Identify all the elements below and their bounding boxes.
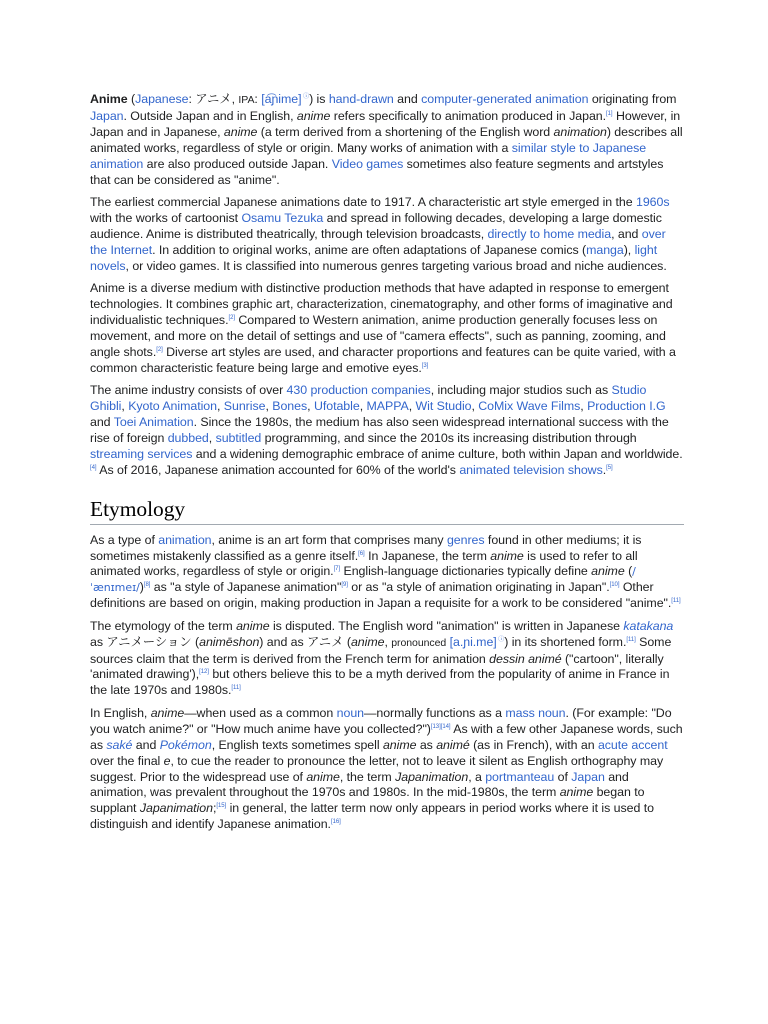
text-run: , a [468,769,486,784]
text-run: (a term derived from a shortening of the English word [257,124,554,139]
wiki-link[interactable]: Osamu Tezuka [241,210,324,225]
intro-paragraph-1 [90,92,684,188]
wiki-link[interactable]: Wit Studio [415,399,472,414]
citation-ref[interactable]: [5] [606,464,613,471]
text-run: —when used as a common [184,705,337,720]
text-run: anime [591,564,625,579]
text-run: ) describes all animated works, regardless of style or origin. Many works of animation with a [90,124,683,155]
wiki-link[interactable]: acute accent [597,737,668,752]
text-run: ), [623,242,635,257]
text-run: , [265,399,273,414]
text-run: , [408,399,416,414]
etymology-paragraph-1 [90,533,684,613]
text-run: , [216,399,224,414]
citation-ref[interactable]: [11] [626,636,636,643]
text-run: , to cue the reader to pronounce the letter, not to leave it silent as English orthography may suggest. Prior to the widespread use of [90,753,664,784]
wiki-link[interactable]: manga [586,242,624,257]
text-run: The earliest commercial Japanese animations date to 1917. A characteristic art style emerged in the [90,195,636,210]
intro-paragraph-4 [90,383,684,478]
text-run: In English, [90,705,151,720]
text-run: ( [624,564,633,579]
text-run: , [208,430,216,445]
citation-ref[interactable]: [2] [156,346,163,353]
text-run: ("cartoon", literally 'animated drawing'), [90,651,664,682]
text-run: dessin animé [489,651,562,666]
wiki-link[interactable]: Toei Animation [113,415,194,429]
wiki-link[interactable]: Studio Ghibli [90,383,647,414]
text-run: In Japanese, the term [364,548,491,563]
text-run: are also produced outside Japan. [143,156,332,171]
wiki-link[interactable]: similar style to Japanese animation [90,140,647,171]
text-run: , [359,399,367,414]
text-run: , [307,399,314,414]
wiki-link[interactable]: Sunrise [223,399,266,414]
text-run: —normally functions as a [364,705,506,720]
wiki-link[interactable]: Japan [90,108,124,123]
text-run: : アニメ, [188,92,239,106]
text-run: : [254,92,262,106]
section-heading-etymology: Etymology [90,496,684,525]
text-run: , [580,399,588,414]
text-run: Anime is a diverse medium with distinctive production methods that have adapted in response to emergent technologies. It combines graphic art, characterization, cinematography, and other forms of imaginative and individualistic techniques. [90,281,673,327]
text-run: ) [139,580,144,595]
citation-ref[interactable]: [16] [330,819,341,826]
citation-ref[interactable]: [13][14] [430,723,451,730]
text-run: Some sources claim that the term is derived from the French term for animation [90,634,672,666]
text-run: and [393,92,422,106]
text-run: in general, the latter term now only appears in period works where it is used to distinguish and identify Japanese animation. [90,801,654,832]
citation-ref[interactable]: [2] [228,314,235,321]
text-run: originating from [588,92,677,106]
text-run: is disputed. The English word "animation" is written in Japanese [269,618,624,633]
text-run: IPA [238,94,255,106]
text-run: ) and as アニメ ( [259,634,351,649]
text-run: anime [223,124,258,139]
wiki-link[interactable]: MAPPA [366,399,409,414]
text-run: anime [382,737,417,752]
wiki-link[interactable]: dubbed [167,430,209,445]
text-run: anime [559,785,594,800]
article-body [90,92,684,840]
citation-ref[interactable]: [12] [199,669,209,676]
text-run: Compared to Western animation, anime production generally focuses less on movement, and more on the detail of settings and use of "camera effects", such as panning, zooming, and angle shots. [90,312,666,359]
text-run: pronounced [391,636,447,649]
text-run: anime [350,634,385,649]
citation-ref[interactable]: [7] [333,566,341,573]
wiki-link[interactable]: Bones [272,399,308,414]
citation-ref[interactable]: [6] [358,550,365,557]
text-run: is used to refer to all animated works, regardless of style or origin. [90,548,638,579]
text-run: and [90,415,114,429]
citation-ref[interactable]: [11] [231,685,241,692]
citation-ref[interactable]: [3] [421,362,429,369]
text-run: animation [553,124,607,139]
text-run: sometimes also feature segments and artstyles that can be considered as "anime". [90,156,664,187]
citation-ref[interactable]: [9] [341,582,348,589]
wiki-link[interactable]: Ufotable [313,399,360,414]
text-run: Diverse art styles are used, and character proportions and features can be quite varied, with a common characteristic feature being large and emotive eyes. [90,344,676,375]
text-run: refers specifically to animation produced in Japan. [330,108,607,123]
text-run: , or video games. It is classified into numerous genres targeting various broad and niche audiences. [125,258,667,273]
text-run: anime [296,108,331,123]
text-run: English-language dictionaries typically define [340,564,592,579]
wiki-link[interactable]: Japan [571,769,605,784]
text-run: anime [490,548,524,563]
text-run: , anime is an art form that comprises many [211,532,447,547]
text-run: . Outside Japan and in English, [123,108,297,123]
wiki-link[interactable]: noun [336,705,365,720]
text-run: As of 2016, Japanese animation accounted for 60% of the world's [96,462,460,477]
etymology-paragraph-3 [90,706,684,833]
wiki-link[interactable]: [a͡ɲime] [261,92,302,106]
wiki-link[interactable]: /ˈænɪmeɪ/ [90,565,636,595]
text-run: ; [212,801,217,816]
wiki-link[interactable]: Production I.G [587,399,666,414]
wiki-link[interactable]: directly to home media [487,226,612,241]
wiki-link[interactable]: computer-generated animation [421,92,589,106]
text-run: and [132,737,160,752]
text-run: as "a style of Japanese animation" [150,580,342,595]
wiki-link[interactable]: mass noun [505,705,566,720]
text-run: However, in Japan and in Japanese, [90,108,681,139]
text-run: ( [127,92,136,106]
citation-ref[interactable]: [10] [609,582,620,589]
text-run: anime [150,705,185,720]
wiki-link[interactable]: hand-drawn [328,92,394,106]
text-run: ) in its shortened form. [504,634,627,649]
text-run: or as "a style of animation originating in Japan". [347,580,610,595]
text-run: and animation, was prevalent throughout the 1970s and 1980s. In the mid-1980s, the term [90,769,629,800]
text-run: animēshon [199,634,260,649]
text-run: anime [306,769,340,784]
text-run: As a type of [90,532,159,547]
citation-ref[interactable]: [4] [90,464,97,471]
text-run: and a widening demographic embrace of anime culture, both within Japan and worldwide. [192,446,683,461]
text-run: as アニメーション ( [90,634,200,649]
wiki-link[interactable]: 430 production companies [286,383,431,398]
text-run: e [163,753,171,768]
text-run: programming, and since the 2010s its increasing distribution through [261,430,637,445]
text-run: . In addition to original works, anime are often adaptations of Japanese comics ( [152,242,587,257]
citation-ref[interactable]: [8] [143,582,151,589]
wiki-link[interactable]: Pokémon [159,737,212,752]
text-run: As with a few other Japanese words, such as [90,721,683,752]
wiki-link[interactable]: over the Internet [90,226,666,257]
text-run: animé [436,737,470,752]
text-run: . (For example: "Do you watch anime?" or "How much anime have you collected?") [90,705,672,736]
text-run: over the final [90,753,164,768]
text-run: Japanimation [395,769,469,784]
text-run: ) is [309,92,329,106]
text-run: as [416,737,437,752]
text-run: but others believe this to be a myth derived from the popularity of anime in France in the late 1970s and 1980s. [90,667,670,698]
text-run: , including major studios such as [430,383,612,398]
wiki-link[interactable]: animation [158,532,212,547]
text-run: and spread in following decades, developing a large domestic audience. Anime is distributed theatrically, through television broadcasts, [90,210,662,241]
wiki-link[interactable]: saké [106,737,133,752]
wiki-link[interactable]: subtitled [215,430,262,445]
text-run: (as in French), with an [469,737,598,752]
wiki-link[interactable]: 1960s [635,195,670,210]
wiki-link[interactable]: animated television shows [459,462,603,477]
text-run: , and [611,226,642,241]
bold-text: Anime [90,92,128,106]
intro-paragraph-3 [90,281,684,376]
text-run: , [121,399,129,414]
text-run: , [384,634,392,649]
citation-ref[interactable]: [1] [606,110,613,117]
wiki-link[interactable]: portmanteau [485,769,555,784]
citation-ref[interactable]: [15] [216,803,227,810]
text-run: . [602,462,607,477]
wiki-link[interactable]: streaming services [90,446,193,461]
text-run: with the works of cartoonist [90,210,242,225]
text-run: , [471,399,479,414]
text-run: Other definitions are based on origin, making production in Japan a requisite for a work to be considered "anime". [90,580,672,611]
wiki-link[interactable]: light novels [90,242,658,273]
text-run: , English texts sometimes spell [211,737,383,752]
text-run: anime [236,618,270,633]
wiki-link[interactable]: katakana [623,618,674,633]
text-run: of [554,769,572,784]
citation-ref[interactable]: ⓘ [496,636,505,643]
text-run: The anime industry consists of over [90,383,287,398]
intro-paragraph-2 [90,195,684,275]
citation-ref[interactable]: [11] [671,598,681,605]
text-run: The etymology of the term [90,618,237,633]
citation-ref[interactable]: ⓘ [301,93,310,100]
text-run: began to supplant [90,785,645,816]
text-run: found in other mediums; it is sometimes mistakenly classified as a genre itself. [90,532,642,563]
wiki-link[interactable]: CoMix Wave Films [478,399,581,414]
wiki-link[interactable]: genres [446,532,485,547]
wiki-link[interactable]: Japanese [135,92,189,106]
wiki-link[interactable]: Video games [331,156,404,171]
text-run: , the term [339,769,396,784]
wiki-link[interactable]: Kyoto Animation [128,399,217,414]
text-run: Japanimation [139,801,213,816]
text-run: . Since the 1980s, the medium has also seen widespread international success with the rise of foreign [90,415,669,445]
wiki-link[interactable]: [a.ɲi.me] [449,634,497,649]
etymology-paragraph-2 [90,619,684,700]
